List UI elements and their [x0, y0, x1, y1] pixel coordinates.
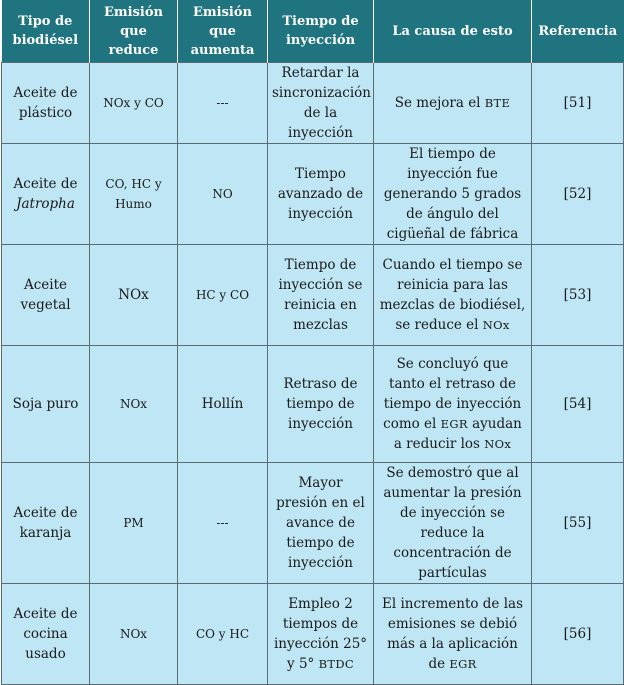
cell-type: Aceite de cocina usado	[2, 584, 90, 685]
type-italic: Jatropha	[16, 196, 75, 212]
cell-reduces: NOx	[90, 584, 178, 685]
cell-timing: Tiempo avanzado de inyección	[268, 144, 374, 245]
cause-text: Se mejora el	[394, 95, 485, 111]
cell-reduces: CO, HC y Humo	[90, 144, 178, 245]
header-row	[2, 0, 624, 63]
cause-abbr: NOx	[482, 318, 510, 332]
header-cause: La causa de esto	[374, 0, 532, 63]
header-type: Tipo de biodiésel	[2, 0, 90, 63]
cell-reference: [55]	[532, 463, 624, 584]
cell-timing: Tiempo de inyección se reinicia en mezclas	[268, 245, 374, 346]
cell-reduces: NOx y CO	[90, 63, 178, 144]
cell-cause: Se demostró que al aumentar la presión de inyección se reduce la concentración de partículas	[374, 463, 532, 584]
cell-reference: [52]	[532, 144, 624, 245]
type-text: Aceite de	[13, 176, 78, 192]
timing-abbr: BTDC	[318, 657, 354, 671]
cell-cause	[374, 346, 532, 463]
cell-cause	[374, 63, 532, 144]
table-row	[2, 245, 624, 346]
header-timing: Tiempo de inyección	[268, 0, 374, 63]
table-body	[2, 63, 624, 685]
table-row	[2, 144, 624, 245]
cause-text: Se concluyó que tanto el retraso de tiempo de inyección como el	[383, 356, 522, 432]
cell-reference: [51]	[532, 63, 624, 144]
header-increases: Emisión que aumenta	[178, 0, 268, 63]
cell-reduces: NOx	[90, 245, 178, 346]
biodiesel-table	[1, 0, 624, 685]
cell-type: Soja puro	[2, 346, 90, 463]
table-row	[2, 63, 624, 144]
cause-abbr: BTE	[484, 96, 511, 110]
cause-text-middle: ayudan a reducir los	[393, 416, 522, 452]
cell-timing: Retardar la sincronización de la inyección	[268, 63, 374, 144]
cell-reduces: NOx	[90, 346, 178, 463]
cause-text: Cuando el tiempo se reinicia para las mezclas de biodiésel, se reduce el	[379, 257, 526, 333]
header-reduces: Emisión que reduce	[90, 0, 178, 63]
header-reference: Referencia	[532, 0, 624, 63]
table-row	[2, 463, 624, 584]
cell-cause: El tiempo de inyección fue generando 5 grados de ángulo del cigüeñal de fábrica	[374, 144, 532, 245]
cause-abbr: EGR	[440, 417, 468, 431]
cause-abbr: EGR	[449, 657, 477, 671]
cause-text: El incremento de las emisiones se debió más a la aplicación de	[381, 596, 524, 672]
cell-reference: [53]	[532, 245, 624, 346]
cell-timing	[268, 584, 374, 685]
cell-type: Aceite vegetal	[2, 245, 90, 346]
cell-increases: HC y CO	[178, 245, 268, 346]
cause-abbr-2: NOx	[484, 437, 512, 451]
cell-reference: [56]	[532, 584, 624, 685]
cell-timing: Retraso de tiempo de inyección	[268, 346, 374, 463]
cell-cause	[374, 584, 532, 685]
cell-increases: ---	[178, 63, 268, 144]
cell-timing: Mayor presión en el avance de tiempo de inyección	[268, 463, 374, 584]
cell-type: Aceite de karanja	[2, 463, 90, 584]
cell-increases: NO	[178, 144, 268, 245]
cell-cause	[374, 245, 532, 346]
cell-type	[2, 144, 90, 245]
cell-increases: CO y HC	[178, 584, 268, 685]
table-header	[2, 0, 624, 63]
table-row	[2, 584, 624, 685]
cell-reduces: PM	[90, 463, 178, 584]
timing-text: Empleo 2 tiempos de inyección 25° y 5°	[273, 596, 368, 672]
cell-reference: [54]	[532, 346, 624, 463]
cell-increases: ---	[178, 463, 268, 584]
table-row	[2, 346, 624, 463]
cell-type: Aceite de plástico	[2, 63, 90, 144]
cell-increases: Hollín	[178, 346, 268, 463]
